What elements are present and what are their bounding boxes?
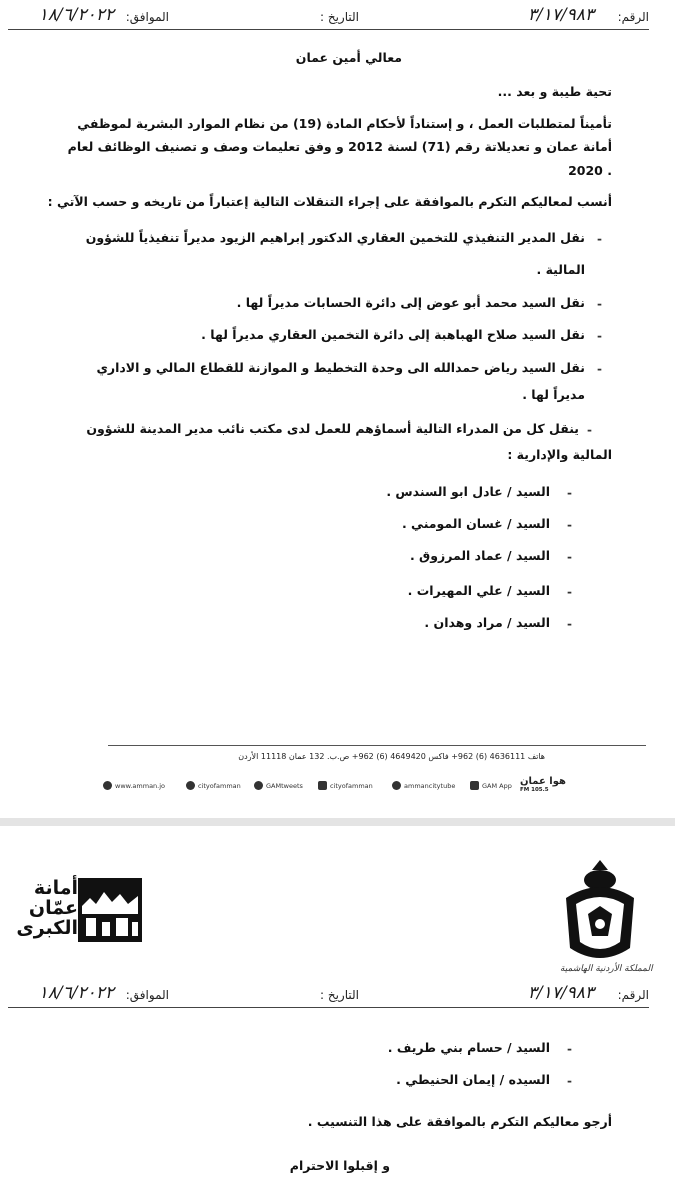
- name-line: السيد / غسان المومني .: [401, 516, 550, 531]
- item-line: ينقل كل من المدراء التالية أسماؤهم للعمل لدى مكتب نائب مدير المدينة للشؤون: [86, 421, 579, 436]
- intro-line: أمانة عمان و تعديلاتة رقم (71) لسنة 2012 و وفق تعليمات وصف و تصنيف الوظائف لعام: [67, 139, 612, 154]
- corresponding-date: ١٨/٦/٢٠٢٢: [38, 5, 114, 25]
- item-line: المالية .: [536, 262, 585, 277]
- date-label: التاريخ :: [319, 988, 359, 1002]
- intro-line: . 2020: [568, 163, 612, 178]
- name-line: السيد / حسام بني طريف .: [387, 1040, 550, 1055]
- ref-number: ٣/١٧/٩٨٣: [527, 983, 594, 1003]
- royal-emblem: [560, 858, 640, 978]
- bullet-dash: -: [567, 486, 572, 500]
- name-line: السيد / عماد المرزوق .: [409, 548, 550, 563]
- name-line: السيد / مراد وهدان .: [424, 615, 550, 630]
- ref-label: الرقم:: [617, 988, 649, 1002]
- bullet-dash: -: [567, 1042, 572, 1056]
- reference-row: [6, 983, 649, 1006]
- corresponding-label: الموافق:: [125, 988, 169, 1002]
- footer-social-link[interactable]: GAM App: [470, 781, 512, 790]
- skyline-logo-icon: [76, 876, 144, 944]
- item-line: نقل السيد رياض حمدالله الى وحدة التخطيط و الموازنة للقطاع المالي و الاداري: [96, 360, 585, 375]
- bullet-dash: -: [567, 617, 572, 631]
- footer-address: هاتف 4636111 (6) 962+ فاكس 4649420 (6) 962+ ص.ب. 132 عمان 11118 الأردن: [238, 752, 545, 761]
- corresponding-date: ١٨/٦/٢٠٢٢: [38, 983, 114, 1003]
- footer-social-link[interactable]: www.amman.jo: [103, 781, 165, 790]
- bullet-dash: -: [597, 297, 602, 311]
- footer-divider: [108, 745, 646, 746]
- youtube-icon: [392, 781, 401, 790]
- reference-underline: [8, 29, 649, 30]
- bullet-dash: -: [597, 232, 602, 246]
- name-line: السيده / إيمان الحنيطي .: [396, 1072, 550, 1087]
- footer-social-link[interactable]: cityofamman: [318, 781, 373, 790]
- ref-label: الرقم:: [617, 10, 649, 24]
- bullet-dash: -: [567, 518, 572, 532]
- intro-line: تأميناً لمتطلبات العمل ، و إستناداً لأحكام المادة (19) من نظام الموارد البشرية لموظفي: [77, 116, 612, 131]
- item-line: المالية والإدارية :: [507, 447, 612, 462]
- amman-municipality-logo: [76, 876, 144, 944]
- ref-number: ٣/١٧/٩٨٣: [527, 5, 594, 25]
- instagram-icon: [318, 781, 327, 790]
- footer-social-link[interactable]: GAMtweets: [254, 781, 303, 790]
- addressee: معالي أمين عمان: [295, 50, 402, 65]
- item-line: نقل السيد صلاح الهباهبة إلى دائرة التخمين العقاري مديراً لها .: [201, 327, 585, 342]
- bullet-dash: -: [597, 329, 602, 343]
- bullet-dash: -: [567, 1074, 572, 1088]
- bullet-dash: -: [597, 362, 602, 376]
- reference-underline: [8, 1007, 649, 1008]
- request-line: أنسب لمعاليكم التكرم بالموافقة على إجراء التنقلات التالية إعتباراً من تاريخه و حسب الآتي :: [47, 194, 612, 209]
- item-line: نقل المدير التنفيذي للتخمين العقاري الدكتور إبراهيم الزيود مديراً تنفيذياً للشؤون: [85, 230, 585, 245]
- globe-icon: [103, 781, 112, 790]
- amman-logo-wordmark: أمانة عمّان الكبرى: [16, 877, 78, 939]
- item-line: نقل السيد محمد أبو عوض إلى دائرة الحسابات مديراً لها .: [236, 295, 585, 310]
- facebook-icon: [186, 781, 195, 790]
- crown-emblem-icon: [560, 858, 640, 978]
- reference-row: [6, 5, 649, 28]
- footer-social-link[interactable]: cityofamman: [186, 781, 241, 790]
- app-icon: [470, 781, 479, 790]
- bullet-dash: -: [587, 423, 592, 437]
- twitter-icon: [254, 781, 263, 790]
- bullet-dash: -: [567, 585, 572, 599]
- kingdom-label: المملكة الأردنية الهاشمية: [560, 964, 653, 974]
- closing-salutation: و إقبلوا الاحترام: [289, 1158, 390, 1173]
- letter-page-2: [0, 826, 675, 1200]
- greeting: تحية طيبة و بعد ...: [497, 84, 612, 99]
- page-separator: [0, 818, 675, 826]
- closing-request: أرجو معاليكم التكرم بالموافقة على هذا التنسيب .: [307, 1114, 612, 1129]
- radio-logo: هوا عمان 105.5 FM: [520, 776, 566, 793]
- date-label: التاريخ :: [319, 10, 359, 24]
- name-line: السيد / علي المهيرات .: [407, 583, 550, 598]
- corresponding-label: الموافق:: [125, 10, 169, 24]
- item-line: مديراً لها .: [522, 387, 585, 402]
- footer-social-link[interactable]: ammancitytube: [392, 781, 455, 790]
- bullet-dash: -: [567, 550, 572, 564]
- name-line: السيد / عادل ابو السندس .: [386, 484, 550, 499]
